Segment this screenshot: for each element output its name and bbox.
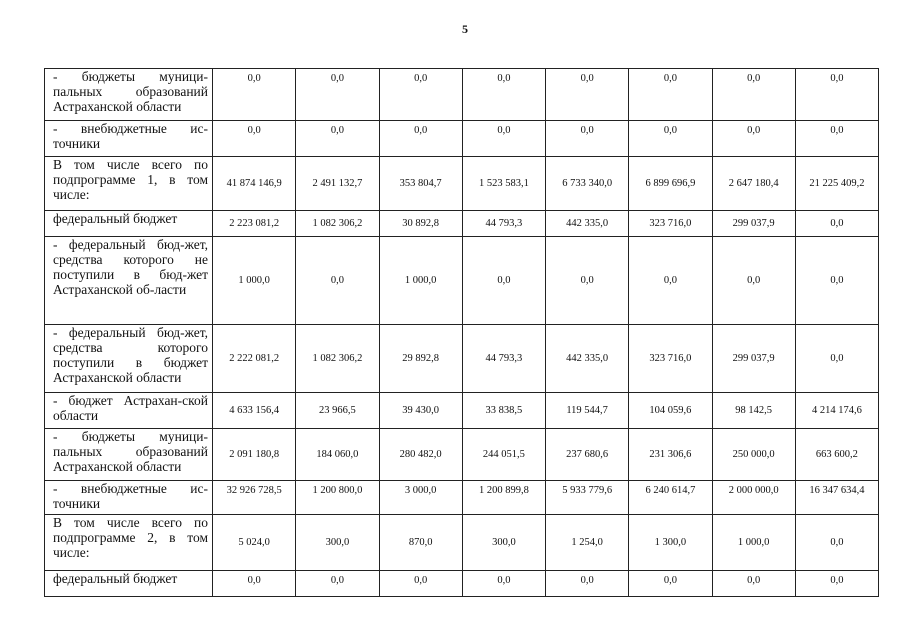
value-cell: 0,0 bbox=[795, 121, 878, 157]
value-cell: 1 523 583,1 bbox=[462, 157, 545, 211]
value-cell: 30 892,8 bbox=[379, 211, 462, 237]
value-cell: 2 222 081,2 bbox=[213, 325, 296, 393]
row-label: - бюджет Астрахан-ской области bbox=[45, 393, 213, 429]
value-cell: 0,0 bbox=[629, 121, 712, 157]
value-cell: 33 838,5 bbox=[462, 393, 545, 429]
value-cell: 300,0 bbox=[296, 515, 379, 571]
value-cell: 300,0 bbox=[462, 515, 545, 571]
table-row bbox=[45, 429, 879, 481]
value-cell: 0,0 bbox=[629, 69, 712, 121]
value-cell: 0,0 bbox=[712, 69, 795, 121]
value-cell: 2 491 132,7 bbox=[296, 157, 379, 211]
row-label: - федеральный бюд-жет, средства которого не поступили в бюд-жет Астраханской об-ласти bbox=[45, 237, 213, 325]
budget-table bbox=[44, 68, 879, 597]
value-cell: 0,0 bbox=[795, 69, 878, 121]
value-cell: 0,0 bbox=[213, 121, 296, 157]
value-cell: 0,0 bbox=[462, 237, 545, 325]
value-cell: 442 335,0 bbox=[546, 211, 629, 237]
budget-table-body bbox=[45, 69, 879, 597]
value-cell: 0,0 bbox=[462, 121, 545, 157]
value-cell: 0,0 bbox=[629, 237, 712, 325]
value-cell: 0,0 bbox=[629, 571, 712, 597]
value-cell: 1 082 306,2 bbox=[296, 211, 379, 237]
value-cell: 1 300,0 bbox=[629, 515, 712, 571]
value-cell: 0,0 bbox=[795, 515, 878, 571]
value-cell: 6 240 614,7 bbox=[629, 481, 712, 515]
value-cell: 0,0 bbox=[712, 571, 795, 597]
page-number: 5 bbox=[462, 22, 468, 36]
value-cell: 237 680,6 bbox=[546, 429, 629, 481]
table-row bbox=[45, 121, 879, 157]
value-cell: 280 482,0 bbox=[379, 429, 462, 481]
value-cell: 1 200 800,0 bbox=[296, 481, 379, 515]
table-row bbox=[45, 325, 879, 393]
value-cell: 39 430,0 bbox=[379, 393, 462, 429]
row-label: - внебюджетные ис-точники bbox=[45, 481, 213, 515]
value-cell: 2 647 180,4 bbox=[712, 157, 795, 211]
value-cell: 104 059,6 bbox=[629, 393, 712, 429]
row-label: - внебюджетные ис-точники bbox=[45, 121, 213, 157]
table-row bbox=[45, 571, 879, 597]
table-row bbox=[45, 157, 879, 211]
value-cell: 0,0 bbox=[296, 571, 379, 597]
value-cell: 0,0 bbox=[795, 571, 878, 597]
row-label: В том числе всего по подпрограмме 2, в том числе: bbox=[45, 515, 213, 571]
value-cell: 41 874 146,9 bbox=[213, 157, 296, 211]
value-cell: 0,0 bbox=[546, 571, 629, 597]
value-cell: 870,0 bbox=[379, 515, 462, 571]
value-cell: 44 793,3 bbox=[462, 211, 545, 237]
value-cell: 44 793,3 bbox=[462, 325, 545, 393]
value-cell: 1 000,0 bbox=[712, 515, 795, 571]
value-cell: 0,0 bbox=[546, 69, 629, 121]
value-cell: 0,0 bbox=[795, 237, 878, 325]
value-cell: 0,0 bbox=[213, 571, 296, 597]
value-cell: 1 082 306,2 bbox=[296, 325, 379, 393]
value-cell: 21 225 409,2 bbox=[795, 157, 878, 211]
value-cell: 442 335,0 bbox=[546, 325, 629, 393]
value-cell: 119 544,7 bbox=[546, 393, 629, 429]
value-cell: 0,0 bbox=[546, 121, 629, 157]
value-cell: 1 000,0 bbox=[379, 237, 462, 325]
table-row bbox=[45, 69, 879, 121]
value-cell: 250 000,0 bbox=[712, 429, 795, 481]
value-cell: 0,0 bbox=[379, 121, 462, 157]
value-cell: 0,0 bbox=[379, 69, 462, 121]
value-cell: 16 347 634,4 bbox=[795, 481, 878, 515]
value-cell: 5 024,0 bbox=[213, 515, 296, 571]
table-row bbox=[45, 393, 879, 429]
value-cell: 184 060,0 bbox=[296, 429, 379, 481]
value-cell: 3 000,0 bbox=[379, 481, 462, 515]
value-cell: 2 000 000,0 bbox=[712, 481, 795, 515]
value-cell: 244 051,5 bbox=[462, 429, 545, 481]
value-cell: 323 716,0 bbox=[629, 325, 712, 393]
row-label: федеральный бюджет bbox=[45, 571, 213, 597]
value-cell: 98 142,5 bbox=[712, 393, 795, 429]
table-row bbox=[45, 515, 879, 571]
value-cell: 1 200 899,8 bbox=[462, 481, 545, 515]
value-cell: 353 804,7 bbox=[379, 157, 462, 211]
value-cell: 0,0 bbox=[795, 211, 878, 237]
value-cell: 5 933 779,6 bbox=[546, 481, 629, 515]
value-cell: 1 254,0 bbox=[546, 515, 629, 571]
value-cell: 0,0 bbox=[462, 69, 545, 121]
value-cell: 0,0 bbox=[546, 237, 629, 325]
table-row bbox=[45, 237, 879, 325]
value-cell: 2 223 081,2 bbox=[213, 211, 296, 237]
row-label: В том числе всего по подпрограмме 1, в том числе: bbox=[45, 157, 213, 211]
value-cell: 323 716,0 bbox=[629, 211, 712, 237]
value-cell: 6 899 696,9 bbox=[629, 157, 712, 211]
row-label: федеральный бюджет bbox=[45, 211, 213, 237]
value-cell: 2 091 180,8 bbox=[213, 429, 296, 481]
value-cell: 663 600,2 bbox=[795, 429, 878, 481]
value-cell: 231 306,6 bbox=[629, 429, 712, 481]
value-cell: 0,0 bbox=[296, 121, 379, 157]
row-label: - бюджеты муници-пальных образований Астраханской области bbox=[45, 69, 213, 121]
value-cell: 0,0 bbox=[712, 121, 795, 157]
value-cell: 4 214 174,6 bbox=[795, 393, 878, 429]
value-cell: 299 037,9 bbox=[712, 325, 795, 393]
value-cell: 0,0 bbox=[213, 69, 296, 121]
table-row bbox=[45, 481, 879, 515]
value-cell: 32 926 728,5 bbox=[213, 481, 296, 515]
value-cell: 0,0 bbox=[712, 237, 795, 325]
value-cell: 0,0 bbox=[296, 69, 379, 121]
value-cell: 1 000,0 bbox=[213, 237, 296, 325]
value-cell: 29 892,8 bbox=[379, 325, 462, 393]
value-cell: 23 966,5 bbox=[296, 393, 379, 429]
row-label: - бюджеты муници-пальных образований Астраханской области bbox=[45, 429, 213, 481]
value-cell: 299 037,9 bbox=[712, 211, 795, 237]
value-cell: 0,0 bbox=[795, 325, 878, 393]
value-cell: 0,0 bbox=[296, 237, 379, 325]
value-cell: 0,0 bbox=[379, 571, 462, 597]
value-cell: 4 633 156,4 bbox=[213, 393, 296, 429]
value-cell: 6 733 340,0 bbox=[546, 157, 629, 211]
table-row bbox=[45, 211, 879, 237]
row-label: - федеральный бюд-жет, средства которого поступили в бюджет Астраханской области bbox=[45, 325, 213, 393]
value-cell: 0,0 bbox=[462, 571, 545, 597]
